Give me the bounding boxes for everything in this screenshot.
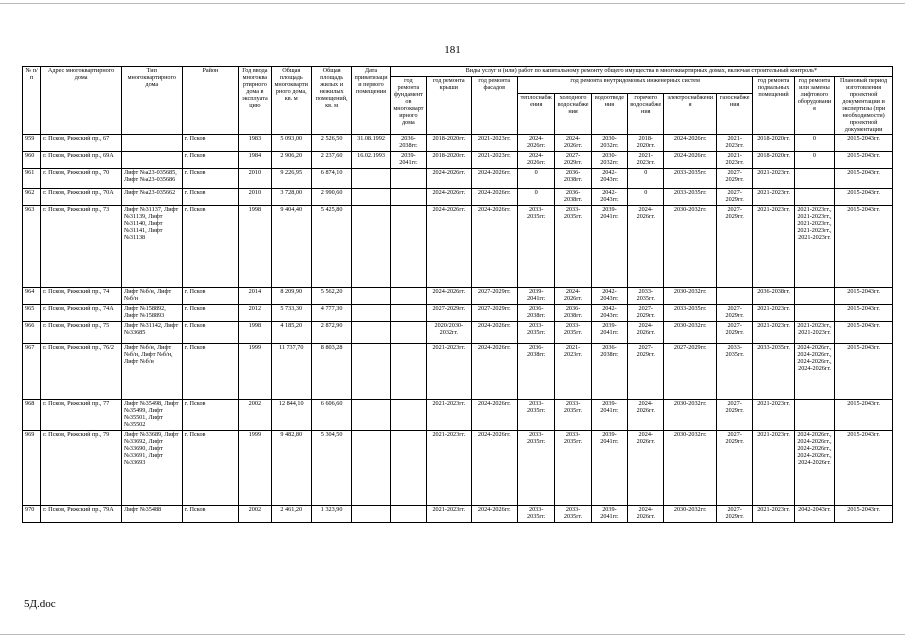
row-electric: 2024-2026гг. xyxy=(664,135,717,152)
row-facade: 2024-2026гг. xyxy=(471,431,517,506)
row-area-total: 12 844,10 xyxy=(271,400,311,431)
row-priv-date xyxy=(352,288,390,305)
row-district: г. Псков xyxy=(182,189,239,206)
row-district: г. Псков xyxy=(182,431,239,506)
row-roof: 2024-2026гг. xyxy=(427,189,471,206)
row-cold: 2036-2038гг. xyxy=(555,189,591,206)
row-cold: 2033-2035гг. xyxy=(555,431,591,506)
row-priv-date: 16.02.1993 xyxy=(352,152,390,169)
row-facade: 2024-2026гг. xyxy=(471,322,517,344)
row-number: 963 xyxy=(23,206,41,288)
row-number: 960 xyxy=(23,152,41,169)
row-lift: 2042-2043гг. xyxy=(794,506,834,523)
row-year: 2002 xyxy=(239,400,271,431)
row-basement: 2021-2023гг. xyxy=(753,305,794,322)
table-row xyxy=(23,288,893,305)
row-gas: 2021-2023гг. xyxy=(716,135,752,152)
row-sewer: 2030-2032гг. xyxy=(591,152,627,169)
row-hot: 2018-2020гг. xyxy=(628,135,664,152)
row-area-total: 2 906,20 xyxy=(271,152,311,169)
header-foundation: год ремонта фундаментов многоквартирного дома xyxy=(390,76,426,135)
row-year: 2014 xyxy=(239,288,271,305)
row-basement: 2021-2023гг. xyxy=(753,169,794,189)
row-area-total: 9 404,40 xyxy=(271,206,311,288)
row-cold: 2027-2029гг. xyxy=(555,152,591,169)
row-facade: 2024-2026гг. xyxy=(471,189,517,206)
row-area-total: 9 482,80 xyxy=(271,431,311,506)
row-lift xyxy=(794,189,834,206)
row-priv-date xyxy=(352,305,390,322)
row-address: г. Псков, Рижский пр., 74А xyxy=(41,305,122,322)
header-year: Год ввода многоквартирного дома в эксплуатацию xyxy=(239,67,271,135)
header-heat: теплоснабжения xyxy=(518,94,555,135)
row-heat: 2024-2026гг. xyxy=(518,135,555,152)
row-hot: 2033-2035гг. xyxy=(628,288,664,305)
row-gas: 2027-2029гг. xyxy=(716,431,752,506)
row-year: 1998 xyxy=(239,206,271,288)
row-area-living: 5 425,80 xyxy=(311,206,351,288)
row-facade: 2024-2026гг. xyxy=(471,344,517,400)
row-address: г. Псков, Рижский пр., 74 xyxy=(41,288,122,305)
table-row xyxy=(23,344,893,400)
repair-schedule-table xyxy=(22,66,893,523)
row-number: 967 xyxy=(23,344,41,400)
row-cold: 2036-2038гг. xyxy=(555,305,591,322)
row-type: Лифт №35498, Лифт №35499, Лифт №35501, Лифт №35502 xyxy=(122,400,183,431)
row-roof: 2021-2023гг. xyxy=(427,431,471,506)
row-foundation xyxy=(390,431,426,506)
row-sewer: 2042-2043гг. xyxy=(591,169,627,189)
table-row xyxy=(23,206,893,288)
row-hot: 2024-2026гг. xyxy=(628,431,664,506)
row-gas: 2027-2029гг. xyxy=(716,189,752,206)
row-type: Лифт №33689, Лифт №33692, Лифт №33690, Лифт №33691, Лифт №33693 xyxy=(122,431,183,506)
row-area-total: 3 728,00 xyxy=(271,189,311,206)
row-type: Лифт №35488 xyxy=(122,506,183,523)
row-sewer: 2036-2038гг. xyxy=(591,344,627,400)
row-area-total: 11 737,70 xyxy=(271,344,311,400)
header-hot: горячего водоснабжения xyxy=(628,94,664,135)
row-electric: 2033-2035гг. xyxy=(664,305,717,322)
row-address: г. Псков, Рижский пр., 77 xyxy=(41,400,122,431)
row-district: г. Псков xyxy=(182,206,239,288)
row-cold: 2033-2035гг. xyxy=(555,322,591,344)
row-heat: 2039-2041гг. xyxy=(518,288,555,305)
row-sewer: 2039-2041гг. xyxy=(591,206,627,288)
table-row xyxy=(23,305,893,322)
row-roof: 2018-2020гг. xyxy=(427,152,471,169)
row-cold: 2021-2023гг. xyxy=(555,344,591,400)
row-number: 962 xyxy=(23,189,41,206)
row-address: г. Псков, Рижский пр., 67 xyxy=(41,135,122,152)
row-basement: 2036-2038гг. xyxy=(753,288,794,305)
row-plan: 2015-2043гг. xyxy=(835,344,893,400)
row-address: г. Псков, Рижский пр., 75 xyxy=(41,322,122,344)
row-roof: 2021-2023гг. xyxy=(427,400,471,431)
row-address: г. Псков, Рижский пр., 79А xyxy=(41,506,122,523)
row-number: 965 xyxy=(23,305,41,322)
row-year: 1999 xyxy=(239,431,271,506)
row-heat: 2033-2035гг. xyxy=(518,322,555,344)
row-address: г. Псков, Рижский пр., 70 xyxy=(41,169,122,189)
row-number: 966 xyxy=(23,322,41,344)
row-foundation xyxy=(390,189,426,206)
row-area-living: 6 874,10 xyxy=(311,169,351,189)
row-facade: 2024-2026гг. xyxy=(471,400,517,431)
row-plan: 2015-2043гг. xyxy=(835,152,893,169)
row-type: Лифт №б/н, Лифт №б/н, Лифт №б/н, Лифт №б/н xyxy=(122,344,183,400)
row-address: г. Псков, Рижский пр., 79 xyxy=(41,431,122,506)
row-plan: 2015-2043гг. xyxy=(835,506,893,523)
row-sewer: 2039-2041гг. xyxy=(591,506,627,523)
row-lift: 2021-2023гг., 2021-2023гг. xyxy=(794,322,834,344)
table-row xyxy=(23,322,893,344)
header-area-total: Общая площадь многоквартирного дома, кв. м xyxy=(271,67,311,135)
row-electric: 2030-2032гг. xyxy=(664,288,717,305)
row-year: 1999 xyxy=(239,344,271,400)
row-gas: 2021-2023гг. xyxy=(716,152,752,169)
row-basement: 2021-2023гг. xyxy=(753,189,794,206)
header-facade: год ремонта фасадов xyxy=(471,76,517,135)
table-row xyxy=(23,169,893,189)
header-sewer: водоотведения xyxy=(591,94,627,135)
row-heat: 2033-2035гг. xyxy=(518,400,555,431)
row-plan: 2015-2043гг. xyxy=(835,169,893,189)
row-address: г. Псков, Рижский пр., 69А xyxy=(41,152,122,169)
row-area-living: 2 872,90 xyxy=(311,322,351,344)
row-sewer: 2039-2041гг. xyxy=(591,431,627,506)
row-type xyxy=(122,135,183,152)
row-number: 961 xyxy=(23,169,41,189)
row-foundation xyxy=(390,322,426,344)
row-basement: 2018-2020гг. xyxy=(753,135,794,152)
row-facade: 2024-2026гг. xyxy=(471,169,517,189)
row-area-total: 5 733,30 xyxy=(271,305,311,322)
row-gas: 2027-2029гг. xyxy=(716,322,752,344)
row-foundation xyxy=(390,305,426,322)
row-year: 2010 xyxy=(239,189,271,206)
row-basement: 2033-2035гг. xyxy=(753,344,794,400)
row-district: г. Псков xyxy=(182,400,239,431)
row-electric: 2027-2029гг. xyxy=(664,344,717,400)
row-address: г. Псков, Рижский пр., 73 xyxy=(41,206,122,288)
header-cold: холодного водоснабжения xyxy=(555,94,591,135)
row-district: г. Псков xyxy=(182,169,239,189)
row-year: 2002 xyxy=(239,506,271,523)
row-lift: 0 xyxy=(794,152,834,169)
row-hot: 2027-2029гг. xyxy=(628,305,664,322)
row-sewer: 2042-2043гг. xyxy=(591,189,627,206)
row-type: Лифт №а23-035685, Лифт №а23-035686 xyxy=(122,169,183,189)
table-row xyxy=(23,189,893,206)
row-area-living: 4 777,30 xyxy=(311,305,351,322)
row-facade: 2027-2029гг. xyxy=(471,288,517,305)
row-type: Лифт №б/н, Лифт №б/н xyxy=(122,288,183,305)
row-roof: 2018-2020гг. xyxy=(427,135,471,152)
row-district: г. Псков xyxy=(182,152,239,169)
row-address: г. Псков, Рижский пр., 76/2 xyxy=(41,344,122,400)
row-hot: 2024-2026гг. xyxy=(628,206,664,288)
header-systems: год ремонта внутридомовых инженерных систем xyxy=(518,76,753,93)
row-priv-date xyxy=(352,169,390,189)
row-facade: 2027-2029гг. xyxy=(471,305,517,322)
row-lift xyxy=(794,305,834,322)
row-district: г. Псков xyxy=(182,506,239,523)
row-foundation xyxy=(390,206,426,288)
header-works-group: Виды услуг и (или) работ по капитальному ремонту общего имущества в многоквартирных домах, включая строительный контроль* xyxy=(390,67,892,77)
row-area-living: 2 237,60 xyxy=(311,152,351,169)
row-area-living: 6 606,60 xyxy=(311,400,351,431)
row-electric: 2030-2032гг. xyxy=(664,206,717,288)
row-priv-date xyxy=(352,431,390,506)
row-hot: 2024-2026гг. xyxy=(628,322,664,344)
row-type: Лифт №а23-035662 xyxy=(122,189,183,206)
row-sewer: 2039-2041гг. xyxy=(591,400,627,431)
row-lift xyxy=(794,288,834,305)
header-basement: год ремонта подвальных помещений xyxy=(753,76,794,135)
row-type xyxy=(122,152,183,169)
row-facade: 2024-2026гг. xyxy=(471,506,517,523)
table-row xyxy=(23,506,893,523)
header-gas: газоснабжения xyxy=(716,94,752,135)
header-roof: год ремонта крыши xyxy=(427,76,471,135)
table-row xyxy=(23,400,893,431)
row-gas: 2027-2029гг. xyxy=(716,169,752,189)
row-priv-date xyxy=(352,400,390,431)
row-roof: 2027-2029гг. xyxy=(427,305,471,322)
row-priv-date: 31.08.1992 xyxy=(352,135,390,152)
row-foundation xyxy=(390,400,426,431)
row-cold: 2036-2038гг. xyxy=(555,169,591,189)
row-area-total: 8 209,90 xyxy=(271,288,311,305)
row-electric: 2024-2026гг. xyxy=(664,152,717,169)
row-heat: 2024-2026гг. xyxy=(518,152,555,169)
row-electric: 2033-2035гг. xyxy=(664,169,717,189)
row-roof: 2021-2023гг. xyxy=(427,344,471,400)
row-foundation xyxy=(390,506,426,523)
row-hot: 2027-2029гг. xyxy=(628,344,664,400)
row-lift: 2024-2026гг., 2024-2026гг., 2024-2026гг., 2024-2026гг., 2024-2026гг. xyxy=(794,431,834,506)
row-cold: 2033-2035гг. xyxy=(555,506,591,523)
row-area-living: 5 562,20 xyxy=(311,288,351,305)
row-hot: 2024-2026гг. xyxy=(628,506,664,523)
row-year: 2010 xyxy=(239,169,271,189)
row-foundation: 2036-2038гг. xyxy=(390,135,426,152)
row-plan: 2015-2043гг. xyxy=(835,189,893,206)
row-area-total: 4 185,20 xyxy=(271,322,311,344)
scan-edge-bottom xyxy=(0,634,905,635)
row-plan: 2015-2043гг. xyxy=(835,322,893,344)
row-gas: 2027-2029гг. xyxy=(716,506,752,523)
row-sewer: 2042-2043гг. xyxy=(591,305,627,322)
row-district: г. Псков xyxy=(182,344,239,400)
header-district: Район xyxy=(182,67,239,135)
header-address: Адрес многоквартирного дома xyxy=(41,67,122,135)
table-row xyxy=(23,135,893,152)
row-gas: 2027-2029гг. xyxy=(716,305,752,322)
row-foundation xyxy=(390,169,426,189)
row-sewer: 2042-2043гг. xyxy=(591,288,627,305)
row-lift xyxy=(794,400,834,431)
row-hot: 2021-2023гг. xyxy=(628,152,664,169)
row-foundation: 2039-2041гг. xyxy=(390,152,426,169)
row-type: Лифт №31137, Лифт №31139, Лифт №31140, Лифт №31141, Лифт №31138 xyxy=(122,206,183,288)
row-plan: 2015-2043гг. xyxy=(835,135,893,152)
row-gas: 2027-2029гг. xyxy=(716,206,752,288)
row-district: г. Псков xyxy=(182,322,239,344)
row-number: 970 xyxy=(23,506,41,523)
row-roof: 2021-2023гг. xyxy=(427,506,471,523)
row-lift xyxy=(794,169,834,189)
row-area-total: 9 226,95 xyxy=(271,169,311,189)
row-area-living: 8 803,28 xyxy=(311,344,351,400)
row-area-total: 5 093,00 xyxy=(271,135,311,152)
row-lift: 0 xyxy=(794,135,834,152)
row-electric: 2033-2035гг. xyxy=(664,189,717,206)
row-lift: 2024-2026гг., 2024-2026гг., 2024-2026гг., 2024-2026гг. xyxy=(794,344,834,400)
row-electric: 2030-2032гг. xyxy=(664,400,717,431)
table-body xyxy=(23,135,893,523)
row-basement: 2021-2023гг. xyxy=(753,431,794,506)
row-electric: 2030-2032гг. xyxy=(664,322,717,344)
row-priv-date xyxy=(352,322,390,344)
page-number: 181 xyxy=(444,44,461,56)
row-type: Лифт №158892, Лифт №158893 xyxy=(122,305,183,322)
header-lift: год ремонта или замены лифтового оборудования xyxy=(794,76,834,135)
row-number: 959 xyxy=(23,135,41,152)
row-facade: 2021-2023гг. xyxy=(471,152,517,169)
row-district: г. Псков xyxy=(182,305,239,322)
repair-schedule-table-wrap xyxy=(22,66,893,523)
scan-edge-top xyxy=(0,3,905,4)
row-heat: 0 xyxy=(518,169,555,189)
row-number: 964 xyxy=(23,288,41,305)
row-roof: 2024-2026гг. xyxy=(427,288,471,305)
row-area-living: 1 323,90 xyxy=(311,506,351,523)
table-row xyxy=(23,431,893,506)
row-cold: 2024-2026гг. xyxy=(555,135,591,152)
row-basement: 2018-2020гг. xyxy=(753,152,794,169)
row-priv-date xyxy=(352,344,390,400)
row-heat: 2033-2035гг. xyxy=(518,431,555,506)
footer-filename: 5Д.doc xyxy=(24,598,56,610)
row-plan: 2015-2043гг. xyxy=(835,206,893,288)
row-year: 1983 xyxy=(239,135,271,152)
row-priv-date xyxy=(352,506,390,523)
row-number: 968 xyxy=(23,400,41,431)
row-heat: 2036-2038гг. xyxy=(518,344,555,400)
row-foundation xyxy=(390,288,426,305)
row-cold: 2033-2035гг. xyxy=(555,400,591,431)
row-priv-date xyxy=(352,189,390,206)
row-basement: 2021-2023гг. xyxy=(753,506,794,523)
row-basement: 2021-2023гг. xyxy=(753,322,794,344)
header-electric: электроснабжения xyxy=(664,94,717,135)
row-area-total: 2 461,20 xyxy=(271,506,311,523)
row-cold: 2024-2026гг. xyxy=(555,288,591,305)
row-gas: 2027-2029гг. xyxy=(716,400,752,431)
header-num: № п/п xyxy=(23,67,41,135)
row-district: г. Псков xyxy=(182,135,239,152)
row-heat: 2036-2038гг. xyxy=(518,305,555,322)
row-hot: 0 xyxy=(628,169,664,189)
row-heat: 2033-2035гг. xyxy=(518,206,555,288)
row-number: 969 xyxy=(23,431,41,506)
row-facade: 2024-2026гг. xyxy=(471,206,517,288)
row-basement: 2021-2023гг. xyxy=(753,206,794,288)
row-plan: 2015-2043гг. xyxy=(835,400,893,431)
row-roof: 2020/2030-2032гг. xyxy=(427,322,471,344)
row-hot: 2024-2026гг. xyxy=(628,400,664,431)
row-address: г. Псков, Рижский пр., 70А xyxy=(41,189,122,206)
row-sewer: 2039-2041гг. xyxy=(591,322,627,344)
row-roof: 2024-2026гг. xyxy=(427,169,471,189)
row-area-living: 5 304,50 xyxy=(311,431,351,506)
row-gas: 2033-2035гг. xyxy=(716,344,752,400)
row-type: Лифт №31142, Лифт №33685 xyxy=(122,322,183,344)
row-plan: 2015-2043гг. xyxy=(835,305,893,322)
table-row xyxy=(23,152,893,169)
row-lift: 2021-2023гг., 2021-2023гг., 2021-2023гг., 2021-2023гг., 2021-2023гг. xyxy=(794,206,834,288)
row-year: 2012 xyxy=(239,305,271,322)
row-year: 1984 xyxy=(239,152,271,169)
header-type: Тип многоквартирного дома xyxy=(122,67,183,135)
row-area-living: 2 990,60 xyxy=(311,189,351,206)
row-area-living: 2 526,50 xyxy=(311,135,351,152)
header-plan: Плановый период изготовления проектной документации и экспертизы (при необходимости) проектной документации xyxy=(835,76,893,135)
row-roof: 2024-2026гг. xyxy=(427,206,471,288)
row-electric: 2030-2032гг. xyxy=(664,431,717,506)
row-basement: 2021-2023гг. xyxy=(753,400,794,431)
row-foundation xyxy=(390,344,426,400)
row-sewer: 2030-2032гг. xyxy=(591,135,627,152)
row-district: г. Псков xyxy=(182,288,239,305)
row-plan: 2015-2043гг. xyxy=(835,288,893,305)
row-hot: 0 xyxy=(628,189,664,206)
row-plan: 2015-2043гг. xyxy=(835,431,893,506)
row-gas xyxy=(716,288,752,305)
header-priv-date: Дата приватизации первого помещения xyxy=(352,67,390,135)
row-facade: 2021-2023гг. xyxy=(471,135,517,152)
header-area-living: Общая площадь жилых и нежилых помещений, кв. м xyxy=(311,67,351,135)
row-heat: 2033-2035гг. xyxy=(518,506,555,523)
row-year: 1998 xyxy=(239,322,271,344)
row-electric: 2030-2032гг. xyxy=(664,506,717,523)
row-heat: 0 xyxy=(518,189,555,206)
row-priv-date xyxy=(352,206,390,288)
row-cold: 2033-2035гг. xyxy=(555,206,591,288)
